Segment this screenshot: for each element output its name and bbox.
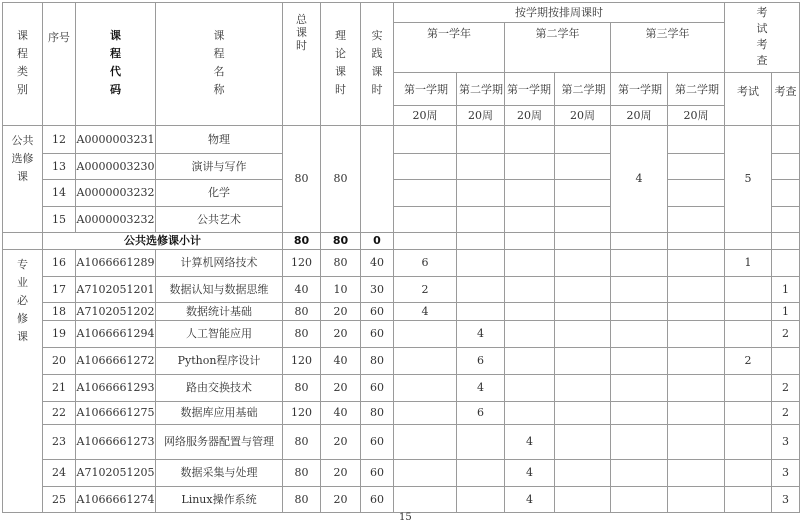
total-hours-cell: 80	[283, 460, 321, 487]
check-cell	[772, 126, 800, 154]
semester-hours-cell	[394, 207, 457, 233]
theory-hours-cell: 20	[321, 321, 361, 348]
total-hours-cell: 120	[283, 348, 321, 375]
semester-hours-cell	[668, 154, 725, 180]
table-row	[3, 303, 800, 321]
code-cell: A7102051205	[76, 460, 156, 487]
header-assessment	[725, 3, 800, 73]
semester-hours-cell	[668, 180, 725, 207]
name-cell: 路由交换技术	[156, 375, 283, 402]
table-row	[3, 402, 800, 425]
header-semester: 第一学期	[611, 73, 668, 106]
semester-hours-cell	[394, 126, 457, 154]
subtotal-theory: 80	[321, 233, 361, 250]
semester-hours-cell: 4	[505, 460, 555, 487]
seq-cell: 13	[43, 154, 76, 180]
semester-hours-cell	[668, 250, 725, 277]
semester-hours-cell: 4	[394, 303, 457, 321]
code-cell: A0000003232	[76, 180, 156, 207]
exam-cell	[725, 402, 772, 425]
semester-hours-cell	[505, 154, 555, 180]
semester-hours-cell	[394, 375, 457, 402]
code-cell: A0000003232	[76, 207, 156, 233]
header-year-3: 第三学年	[611, 23, 725, 73]
check-cell: 3	[772, 460, 800, 487]
total-hours-cell: 120	[283, 402, 321, 425]
semester-hours-cell	[505, 126, 555, 154]
seq-cell: 15	[43, 207, 76, 233]
semester-hours-cell: 4	[457, 321, 505, 348]
semester-hours-cell	[505, 402, 555, 425]
category-required-text: 专业必修课	[16, 258, 28, 343]
name-cell: 人工智能应用	[156, 321, 283, 348]
header-theory-hours-text: 理论课时	[334, 29, 346, 96]
exam-cell	[725, 425, 772, 460]
semester-hours-cell	[611, 277, 668, 303]
table-row	[3, 487, 800, 513]
code-cell: A1066661289	[76, 250, 156, 277]
check-cell: 2	[772, 375, 800, 402]
page-number: 15	[399, 512, 412, 523]
exam-cell	[725, 460, 772, 487]
semester-hours-cell	[394, 487, 457, 513]
subtotal-label: 公共选修课小计	[43, 233, 283, 250]
subtotal-empty-cell	[725, 233, 772, 250]
header-year-1: 第一学年	[394, 23, 505, 73]
code-cell: A0000003231	[76, 126, 156, 154]
table-row	[3, 321, 800, 348]
semester-hours-cell	[555, 402, 611, 425]
category-required	[3, 250, 43, 513]
subtotal-empty-cell	[668, 233, 725, 250]
subtotal-empty-cell	[555, 233, 611, 250]
semester-hours-cell	[394, 180, 457, 207]
header-weeks: 20周	[394, 106, 457, 126]
header-weeks: 20周	[611, 106, 668, 126]
semester-hours-cell	[555, 277, 611, 303]
semester-hours-cell	[668, 126, 725, 154]
table-row	[3, 277, 800, 303]
check-cell	[772, 154, 800, 180]
seq-cell: 14	[43, 180, 76, 207]
semester-hours-cell	[668, 402, 725, 425]
practice-hours-cell: 60	[361, 425, 394, 460]
check-cell: 2	[772, 402, 800, 425]
category-elective-text: 公共选修课	[11, 134, 34, 183]
seq-cell: 17	[43, 277, 76, 303]
name-cell: 数据认知与数据思维	[156, 277, 283, 303]
header-weeks: 20周	[555, 106, 611, 126]
semester-hours-cell: 6	[457, 402, 505, 425]
exam-cell	[725, 375, 772, 402]
check-cell: 3	[772, 487, 800, 513]
table-row	[3, 154, 800, 180]
header-name-text: 课程名称	[213, 29, 225, 96]
subtotal-empty-cell	[457, 233, 505, 250]
code-cell: A7102051202	[76, 303, 156, 321]
theory-hours-cell: 20	[321, 303, 361, 321]
exam-cell	[725, 487, 772, 513]
header-semester: 第二学期	[555, 73, 611, 106]
table-row	[3, 126, 800, 154]
table-row	[3, 425, 800, 460]
exam-cell	[725, 277, 772, 303]
header-weeks: 20周	[505, 106, 555, 126]
total-hours-cell: 80	[283, 375, 321, 402]
semester-hours-cell	[505, 303, 555, 321]
table-row	[3, 180, 800, 207]
semester-hours-cell	[611, 487, 668, 513]
header-semester: 第一学期	[505, 73, 555, 106]
semester-hours-cell	[668, 303, 725, 321]
name-cell: 计算机网络技术	[156, 250, 283, 277]
seq-cell: 23	[43, 425, 76, 460]
header-weeks: 20周	[457, 106, 505, 126]
header-category	[3, 3, 43, 126]
total-hours-cell: 80	[283, 126, 321, 233]
semester-hours-cell	[555, 303, 611, 321]
seq-cell: 25	[43, 487, 76, 513]
theory-hours-cell: 40	[321, 348, 361, 375]
code-cell: A0000003230	[76, 154, 156, 180]
semester-hours-cell	[668, 487, 725, 513]
header-total-hours-text: 总课时	[295, 13, 307, 52]
semester-hours-cell	[611, 425, 668, 460]
header-semester: 第二学期	[668, 73, 725, 106]
table-row	[3, 460, 800, 487]
semester-hours-cell	[611, 250, 668, 277]
semester-hours-cell	[668, 460, 725, 487]
semester-hours-cell	[555, 425, 611, 460]
semester-hours-cell	[505, 180, 555, 207]
curriculum-table	[2, 2, 800, 513]
exam-cell: 5	[725, 126, 772, 233]
semester-hours-cell	[457, 207, 505, 233]
check-cell	[772, 250, 800, 277]
semester-hours-cell	[457, 277, 505, 303]
name-cell: 数据库应用基础	[156, 402, 283, 425]
practice-hours-cell: 80	[361, 402, 394, 425]
header-semester: 第二学期	[457, 73, 505, 106]
semester-hours-cell	[668, 375, 725, 402]
header-code-text: 课程代码	[109, 29, 121, 96]
total-hours-cell: 40	[283, 277, 321, 303]
semester-hours-cell	[611, 321, 668, 348]
subtotal-total: 80	[283, 233, 321, 250]
semester-hours-cell	[668, 425, 725, 460]
header-code	[76, 3, 156, 126]
name-cell: Linux操作系统	[156, 487, 283, 513]
exam-cell: 1	[725, 250, 772, 277]
semester-hours-cell	[555, 321, 611, 348]
practice-hours-cell: 60	[361, 460, 394, 487]
theory-hours-cell: 20	[321, 425, 361, 460]
semester-hours-cell	[457, 487, 505, 513]
semester-hours-cell	[394, 402, 457, 425]
subtotal-practice: 0	[361, 233, 394, 250]
theory-hours-cell: 20	[321, 487, 361, 513]
header-weekly-schedule: 按学期按排周课时	[394, 3, 725, 23]
subtotal-blank	[3, 233, 43, 250]
semester-hours-cell	[668, 207, 725, 233]
name-cell: 物理	[156, 126, 283, 154]
code-cell: A1066661294	[76, 321, 156, 348]
semester-hours-cell	[555, 250, 611, 277]
semester-hours-cell	[505, 250, 555, 277]
seq-cell: 20	[43, 348, 76, 375]
subtotal-empty-cell	[505, 233, 555, 250]
practice-hours-cell: 80	[361, 348, 394, 375]
semester-hours-cell	[457, 425, 505, 460]
theory-hours-cell: 40	[321, 402, 361, 425]
semester-hours-cell	[394, 460, 457, 487]
semester-hours-cell	[555, 460, 611, 487]
subtotal-empty-cell	[394, 233, 457, 250]
header-seq: 序号	[43, 3, 76, 126]
check-cell: 1	[772, 277, 800, 303]
semester-hours-cell	[555, 348, 611, 375]
header-year-2: 第二学年	[505, 23, 611, 73]
theory-hours-cell: 20	[321, 375, 361, 402]
header-check: 考查	[772, 73, 800, 126]
semester-hours-cell	[505, 375, 555, 402]
check-cell: 2	[772, 321, 800, 348]
table-row	[3, 250, 800, 277]
semester-hours-cell	[457, 460, 505, 487]
practice-hours-cell: 30	[361, 277, 394, 303]
semester-hours-cell	[611, 303, 668, 321]
semester-hours-cell	[555, 487, 611, 513]
exam-cell	[725, 321, 772, 348]
practice-hours-cell	[361, 126, 394, 233]
name-cell: 化学	[156, 180, 283, 207]
practice-hours-cell: 60	[361, 375, 394, 402]
total-hours-cell: 80	[283, 425, 321, 460]
semester-hours-cell	[394, 321, 457, 348]
practice-hours-cell: 60	[361, 321, 394, 348]
semester-hours-cell: 4	[505, 487, 555, 513]
name-cell: 数据统计基础	[156, 303, 283, 321]
subtotal-empty-cell	[772, 233, 800, 250]
header-assessment-text: 考试考查	[756, 6, 768, 67]
semester-hours-cell	[611, 402, 668, 425]
semester-hours-cell	[394, 154, 457, 180]
total-hours-cell: 80	[283, 321, 321, 348]
semester-hours-cell	[668, 321, 725, 348]
semester-hours-cell	[394, 348, 457, 375]
semester-hours-cell	[505, 277, 555, 303]
check-cell: 1	[772, 303, 800, 321]
semester-hours-cell: 4	[611, 126, 668, 233]
theory-hours-cell: 20	[321, 460, 361, 487]
header-weeks: 20周	[668, 106, 725, 126]
check-cell: 3	[772, 425, 800, 460]
semester-hours-cell	[457, 250, 505, 277]
semester-hours-cell: 6	[394, 250, 457, 277]
semester-hours-cell	[611, 375, 668, 402]
header-practice-hours	[361, 3, 394, 126]
seq-cell: 12	[43, 126, 76, 154]
seq-cell: 22	[43, 402, 76, 425]
header-practice-hours-text: 实践课时	[371, 29, 383, 96]
semester-hours-cell	[457, 303, 505, 321]
semester-hours-cell: 4	[457, 375, 505, 402]
exam-cell: 2	[725, 348, 772, 375]
table-row	[3, 375, 800, 402]
semester-hours-cell	[505, 207, 555, 233]
semester-hours-cell	[457, 126, 505, 154]
theory-hours-cell: 80	[321, 250, 361, 277]
semester-hours-cell	[555, 180, 611, 207]
semester-hours-cell: 4	[505, 425, 555, 460]
theory-hours-cell: 10	[321, 277, 361, 303]
table-row	[3, 207, 800, 233]
practice-hours-cell: 40	[361, 250, 394, 277]
total-hours-cell: 80	[283, 303, 321, 321]
total-hours-cell: 120	[283, 250, 321, 277]
table-row	[3, 348, 800, 375]
check-cell	[772, 348, 800, 375]
semester-hours-cell	[555, 126, 611, 154]
subtotal-row	[3, 233, 800, 250]
code-cell: A1066661272	[76, 348, 156, 375]
theory-hours-cell: 80	[321, 126, 361, 233]
exam-cell	[725, 303, 772, 321]
code-cell: A1066661275	[76, 402, 156, 425]
name-cell: 数据采集与处理	[156, 460, 283, 487]
name-cell: 网络服务器配置与管理	[156, 425, 283, 460]
name-cell: 演讲与写作	[156, 154, 283, 180]
header-total-hours	[283, 3, 321, 126]
name-cell: 公共艺术	[156, 207, 283, 233]
header-semester: 第一学期	[394, 73, 457, 106]
seq-cell: 16	[43, 250, 76, 277]
seq-cell: 18	[43, 303, 76, 321]
code-cell: A1066661293	[76, 375, 156, 402]
semester-hours-cell	[457, 180, 505, 207]
semester-hours-cell	[555, 375, 611, 402]
code-cell: A1066661274	[76, 487, 156, 513]
check-cell	[772, 180, 800, 207]
header-theory-hours	[321, 3, 361, 126]
semester-hours-cell	[457, 154, 505, 180]
practice-hours-cell: 60	[361, 303, 394, 321]
semester-hours-cell	[555, 154, 611, 180]
seq-cell: 21	[43, 375, 76, 402]
seq-cell: 19	[43, 321, 76, 348]
header-exam: 考试	[725, 73, 772, 126]
semester-hours-cell: 2	[394, 277, 457, 303]
total-hours-cell: 80	[283, 487, 321, 513]
header-name	[156, 3, 283, 126]
category-elective	[3, 126, 43, 233]
practice-hours-cell: 60	[361, 487, 394, 513]
subtotal-empty-cell	[611, 233, 668, 250]
semester-hours-cell: 6	[457, 348, 505, 375]
semester-hours-cell	[611, 460, 668, 487]
semester-hours-cell	[668, 277, 725, 303]
semester-hours-cell	[555, 207, 611, 233]
seq-cell: 24	[43, 460, 76, 487]
semester-hours-cell	[505, 348, 555, 375]
semester-hours-cell	[611, 348, 668, 375]
semester-hours-cell	[668, 348, 725, 375]
header-category-text: 课程类别	[16, 29, 28, 96]
semester-hours-cell	[394, 425, 457, 460]
semester-hours-cell	[505, 321, 555, 348]
name-cell: Python程序设计	[156, 348, 283, 375]
code-cell: A1066661273	[76, 425, 156, 460]
code-cell: A7102051201	[76, 277, 156, 303]
check-cell	[772, 207, 800, 233]
